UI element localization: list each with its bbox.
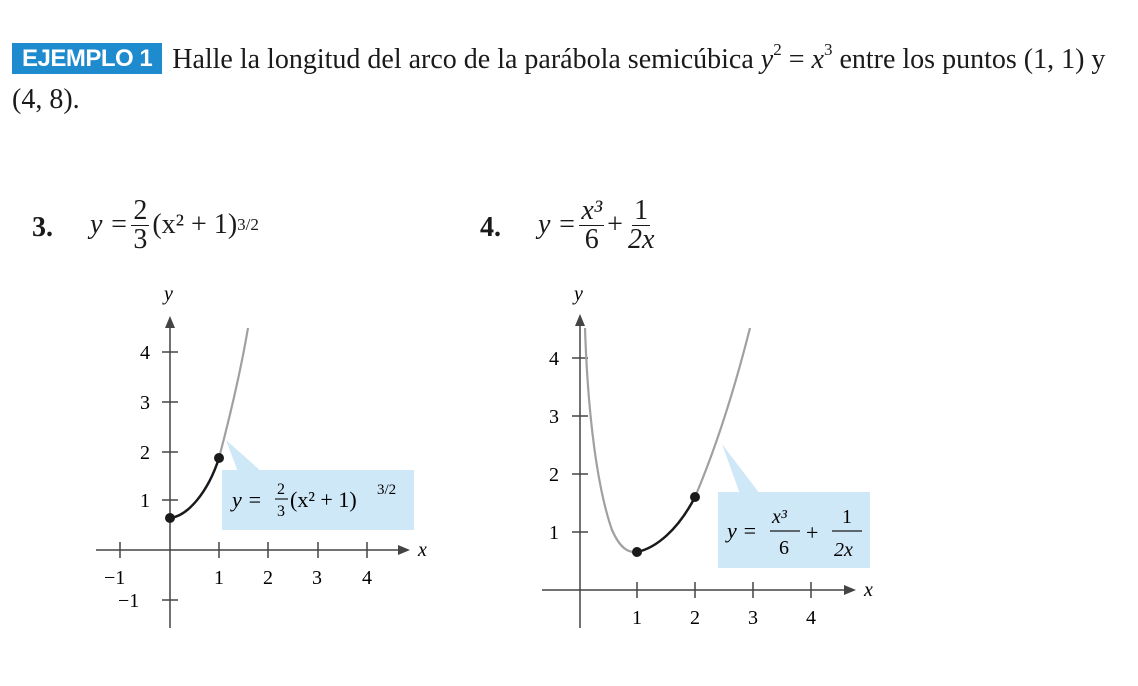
problem-4-number: 4. [480,212,501,243]
graph-4-x-arrow [844,585,856,595]
graph-4-callout-plus: + [806,520,819,545]
graph-3-xtick-4: 4 [362,567,372,589]
graph-4-callout-lhs: y = [727,518,758,543]
graph-4-endpoint-right [690,492,700,502]
graph-4-x-label: x [864,579,873,601]
graph-4-y-arrow [575,314,585,326]
graph-4-callout-num1: x³ [772,506,787,528]
graph-4-callout-num2: 1 [842,506,852,528]
graph-3-ytick-1: 1 [140,490,150,512]
graph-3-y-label: y [164,283,173,305]
graph-3-xtick-2: 2 [263,567,273,589]
problem-4-frac1-num: x³ [581,194,603,226]
graph-3-x-label: x [418,539,427,561]
example-eq-exp3: 3 [823,40,833,59]
graph-3-callout-rest: (x² + 1) [290,487,357,512]
graph-3-xtick-1: 1 [214,567,224,589]
problem-4-frac2-num: 1 [634,194,649,226]
graph-4-ytick-3: 3 [549,406,559,428]
graph-4-ytick-2: 2 [549,464,559,486]
problem-3-frac-num: 2 [133,194,148,226]
problem-4-frac2-den: 2x [627,223,655,255]
graph-3-xtick-3: 3 [312,567,322,589]
graph-3-ytick-2: 2 [140,442,150,464]
graph-4-ytick-1: 1 [549,522,559,544]
graph-4-endpoint-left [632,547,642,557]
problem-3-equation: y = $\frac{2}{3}$ (x² + 1) 3/2 [90,194,259,255]
graph-4-xtick-3: 3 [748,607,758,629]
graph-3-xtick-neg1: −1 [104,567,126,589]
example-badge: EJEMPLO 1 [12,43,162,74]
graph-4-curve-arc [637,497,695,552]
graph-4-ytick-4: 4 [549,348,559,370]
graph-4-callout-pointer [722,444,760,494]
graph-4-xtick-1: 1 [632,607,642,629]
graph-3-callout-lhs: y = [232,487,263,512]
problem-4-frac1-den: 6 [584,223,599,255]
example-text-2: entre los puntos (1, 1) y (4, 8). [12,44,1106,115]
example-eq-exp2: 2 [773,40,782,59]
graph-4-xtick-4: 4 [806,607,816,629]
graph-4-callout-den2: 2x [834,539,853,561]
problem-3-frac-den: 3 [133,223,148,255]
problem-3-rest: (x² + 1) [152,209,238,240]
graph-3-callout-num: 2 [277,481,285,498]
problem-4-plus: + [607,209,623,240]
graph-3-ytick-4: 4 [140,342,150,364]
problem-3-lhs: y = [90,209,129,240]
example-eq-y: y [760,44,774,75]
graph-4-curve-left [585,328,637,552]
graph-3-ytick-neg1: −1 [118,590,140,612]
graph-3-callout-den: 3 [277,503,285,520]
example-eq-equals: = [781,44,812,75]
graph-3-ytick-3: 3 [140,392,150,414]
graph-4-xtick-2: 2 [690,607,700,629]
graph-4-y-label: y [574,283,583,305]
example-text-1: Halle la longitud del arco de la parábola semicúbica [172,44,754,75]
problem-4-lhs: y = [538,209,577,240]
graph-4-callout-den1: 6 [779,537,789,559]
example-eq-x: x [811,44,824,75]
problem-3-number: 3. [32,212,53,243]
graph-3-callout-exp: 3/2 [377,482,397,498]
